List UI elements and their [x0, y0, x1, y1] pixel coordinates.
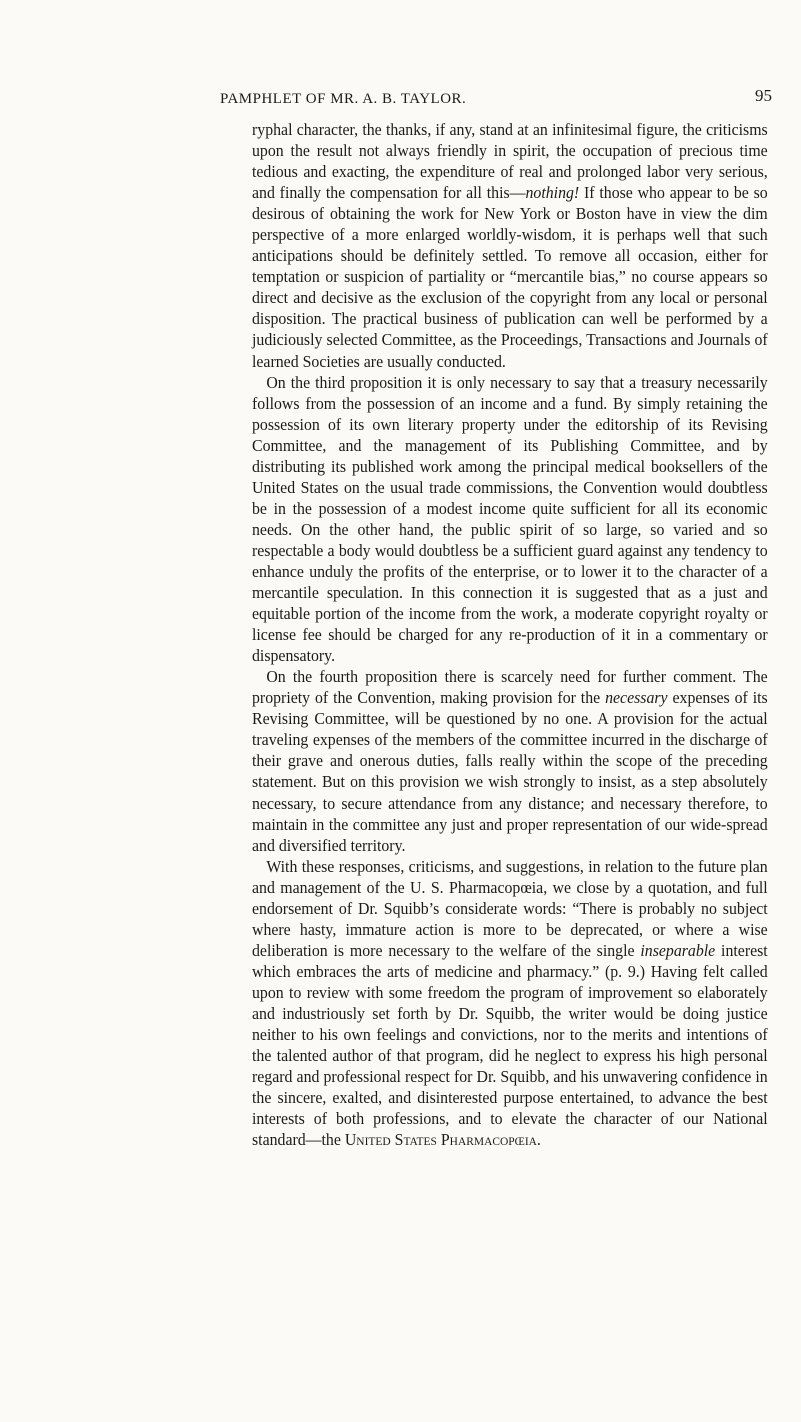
paragraph-1-text-b: If those who appear to be so desirous of obtaining the work for New York or Boston have in view the dim perspective of a more enlarged worldly-wisdom, it is perhaps well that such anticipations should be definitely settled. To remove all occasion, either for temptation or suspicion of partiality or “mercantile bias,” no course appears so direct and decisive as the exclusion of the copyright from any local or personal disposition. The practical business of publication can well be performed by a judiciously selected Committee, as the Proceedings, Transactions and Journals of learned Societies are usually conducted.	[252, 183, 768, 371]
running-title: PAMPHLET OF MR. A. B. TAYLOR.	[220, 91, 467, 107]
paragraph-conclusion	[252, 856, 768, 1151]
paragraph-4-text-b: interest which embraces the arts of medicine and pharmacy.” (p. 9.) Having felt called upon to review with some freedom the program of improvement so elaborately and industriously set forth by Dr. Squibb, the writer would be doing justice neither to his own feelings and convictions, nor to the merits and intentions of the talented author of that program, did he neglect to express his high personal regard and professional respect for Dr. Squibb, and his unwavering confidence in the sincere, exalted, and disinterested purpose entertained, to advance the best interests of both professions, and to elevate the character of our National standard—the	[252, 940, 768, 1150]
paragraph-third-proposition: On the third proposition it is only necessary to say that a treasury necessarily follows from the possession of an income and a fund. By simply retaining the possession of its own literary property under the editorship of its Revising Committee, and the management of its Publishing Committee, and by distributing its published work among the principal medical booksellers of the United States on the usual trade commissions, the Convention would doubtless be in the possession of a modest income quite sufficient for all its economic needs. On the other hand, the public spirit of so large, so varied and so respectable a body would doubtless be a sufficient guard against any tendency to enhance unduly the profits of the enterprise, or to lower it to the character of a mercantile speculation. In this connection it is suggested that as a just and equitable portion of the income from the work, a moderate copyright royalty or license fee should be charged for any re-production of it in a commentary or dispensatory.	[252, 372, 768, 666]
paragraph-4-text-a: With these responses, criticisms, and suggestions, in relation to the future plan and management of the U. S. Pharmacopœia, we close by a quotation, and full endorsement of Dr. Squibb’s considerate words: “There is probably no subject where hasty, immature action is more to be deprecated, or where a wise deliberation is more necessary to the welfare of the single	[252, 856, 768, 960]
emphasis-inseparable: inseparable	[640, 940, 716, 960]
emphasis-nothing: nothing!	[525, 183, 580, 203]
paragraph-continued	[252, 119, 768, 372]
emphasis-necessary: necessary	[605, 688, 668, 708]
paragraph-fourth-proposition	[252, 666, 768, 855]
body-text	[252, 119, 768, 1150]
paragraph-3-text-b: expenses of its Revising Committee, will be questioned by no one. A provision for the actual traveling expenses of the members of the committee incurred in the discharge of their grave and onerous duties, falls really within the scope of the preceding statement. But on this provision we wish strongly to insist, as a step absolutely necessary, to secure attendance from any distance; and necessary therefore, to maintain in the committee any just and proper representation of our wide-spread and diversified territory.	[252, 688, 768, 855]
page-number: 95	[755, 86, 772, 105]
pharmacopoeia-title: United States Pharmacopœia.	[344, 1130, 541, 1150]
paragraph-1-text-a: ryphal character, the thanks, if any, stand at an infinitesimal figure, the criticisms upon the result not always friendly in spirit, the occupation of precious time tedious and exacting, the expenditure of real and prolonged labor very serious, and finally the compensation for all this—	[252, 120, 768, 203]
paragraph-3-text-a: On the fourth proposition there is scarcely need for further comment. The propriety of the Convention, making provision for the	[252, 667, 768, 708]
